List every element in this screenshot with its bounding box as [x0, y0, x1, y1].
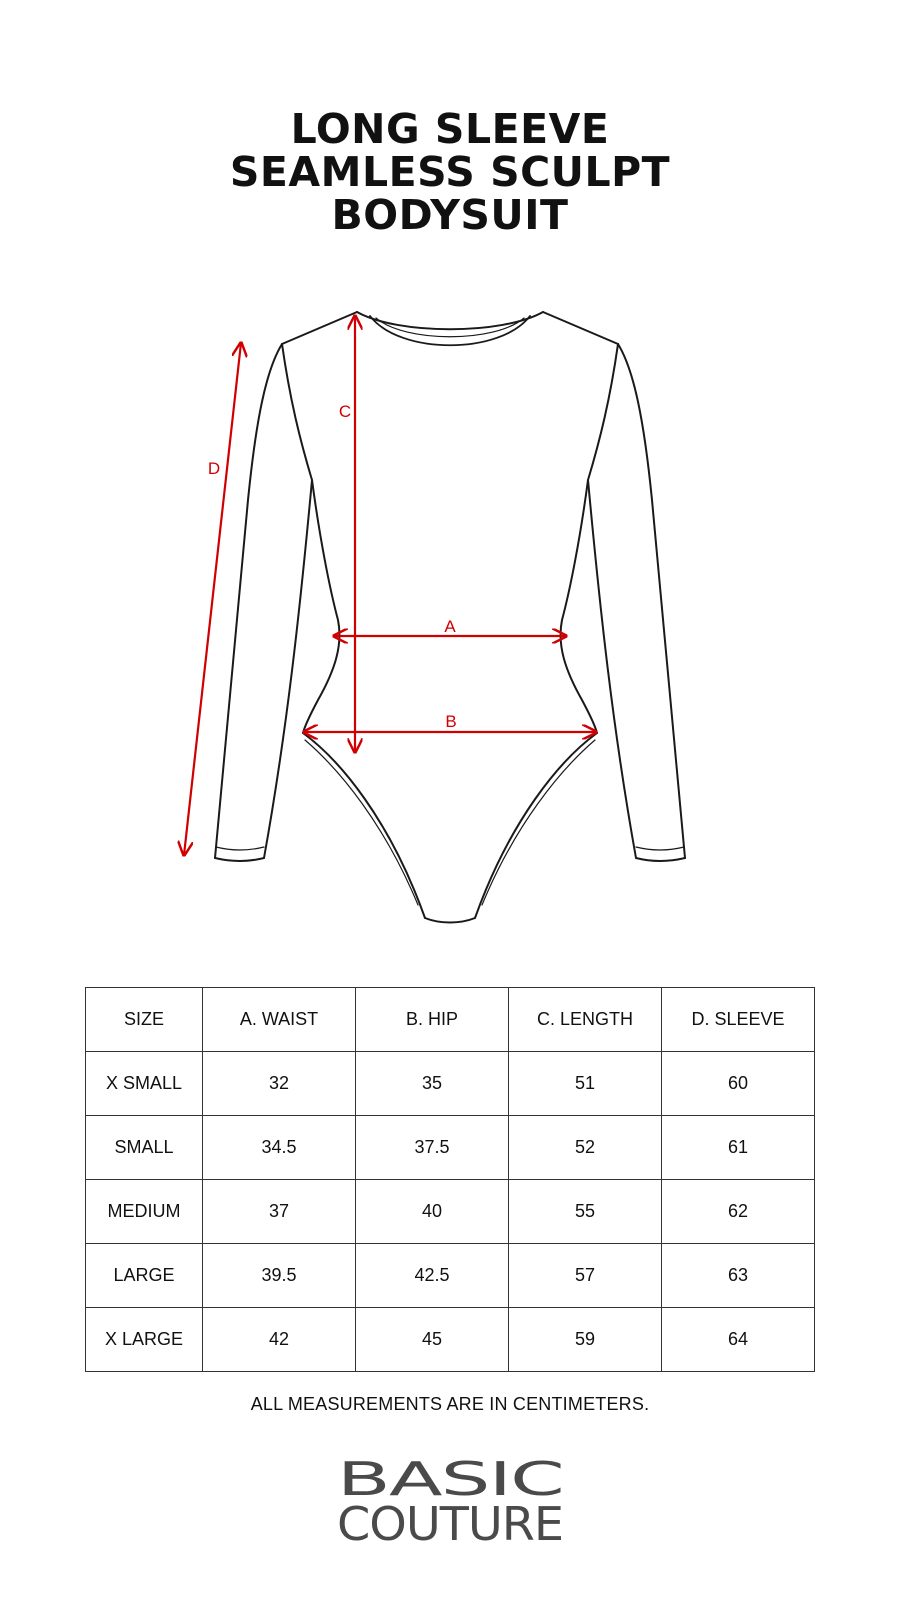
basic-couture-logo	[325, 1455, 575, 1543]
cell-hip: 37.5	[356, 1116, 509, 1180]
table-header-row	[86, 988, 815, 1052]
cell-size: MEDIUM	[86, 1180, 203, 1244]
measure-d-line	[184, 343, 241, 855]
cell-hip: 40	[356, 1180, 509, 1244]
page-title	[0, 105, 900, 239]
label-a: A	[444, 617, 456, 636]
bodysuit-measurement-diagram	[0, 290, 900, 940]
cell-size: X SMALL	[86, 1052, 203, 1116]
cell-length: 59	[509, 1308, 662, 1372]
title-line-1: LONG SLEEVE	[290, 105, 610, 153]
cell-length: 55	[509, 1180, 662, 1244]
brand-logo	[325, 1455, 575, 1543]
cell-waist: 32	[203, 1052, 356, 1116]
cell-length: 51	[509, 1052, 662, 1116]
header-hip: B. HIP	[356, 988, 509, 1052]
cell-size: SMALL	[86, 1116, 203, 1180]
title-line-2: SEAMLESS SCULPT	[229, 148, 671, 196]
cell-size: X LARGE	[86, 1308, 203, 1372]
cell-size: LARGE	[86, 1244, 203, 1308]
cell-waist: 39.5	[203, 1244, 356, 1308]
cell-waist: 42	[203, 1308, 356, 1372]
cell-sleeve: 62	[662, 1180, 815, 1244]
cell-hip: 45	[356, 1308, 509, 1372]
header-size: SIZE	[86, 988, 203, 1052]
cell-sleeve: 63	[662, 1244, 815, 1308]
table-row	[86, 1244, 815, 1308]
cell-waist: 34.5	[203, 1116, 356, 1180]
label-d: D	[207, 459, 221, 478]
logo-line-2: COUTURE	[337, 1497, 563, 1543]
header-length: C. LENGTH	[509, 988, 662, 1052]
units-note: ALL MEASUREMENTS ARE IN CENTIMETERS.	[250, 1394, 650, 1414]
table-row	[86, 1180, 815, 1244]
cell-hip: 35	[356, 1052, 509, 1116]
measurement-lines	[184, 316, 596, 855]
cell-waist: 37	[203, 1180, 356, 1244]
cell-sleeve: 64	[662, 1308, 815, 1372]
table-row	[86, 1052, 815, 1116]
title-line-3: BODYSUIT	[331, 191, 569, 239]
cell-sleeve: 60	[662, 1052, 815, 1116]
table-row	[86, 1116, 815, 1180]
bodysuit-drawing	[0, 290, 900, 940]
header-sleeve: D. SLEEVE	[662, 988, 815, 1052]
size-chart-table	[85, 987, 815, 1372]
label-b: B	[445, 712, 457, 731]
header-waist: A. WAIST	[203, 988, 356, 1052]
cell-length: 52	[509, 1116, 662, 1180]
table-row	[86, 1308, 815, 1372]
label-c: C	[338, 402, 352, 421]
cell-sleeve: 61	[662, 1116, 815, 1180]
logo-line-1: BASIC	[337, 1455, 563, 1506]
cell-hip: 42.5	[356, 1244, 509, 1308]
cell-length: 57	[509, 1244, 662, 1308]
